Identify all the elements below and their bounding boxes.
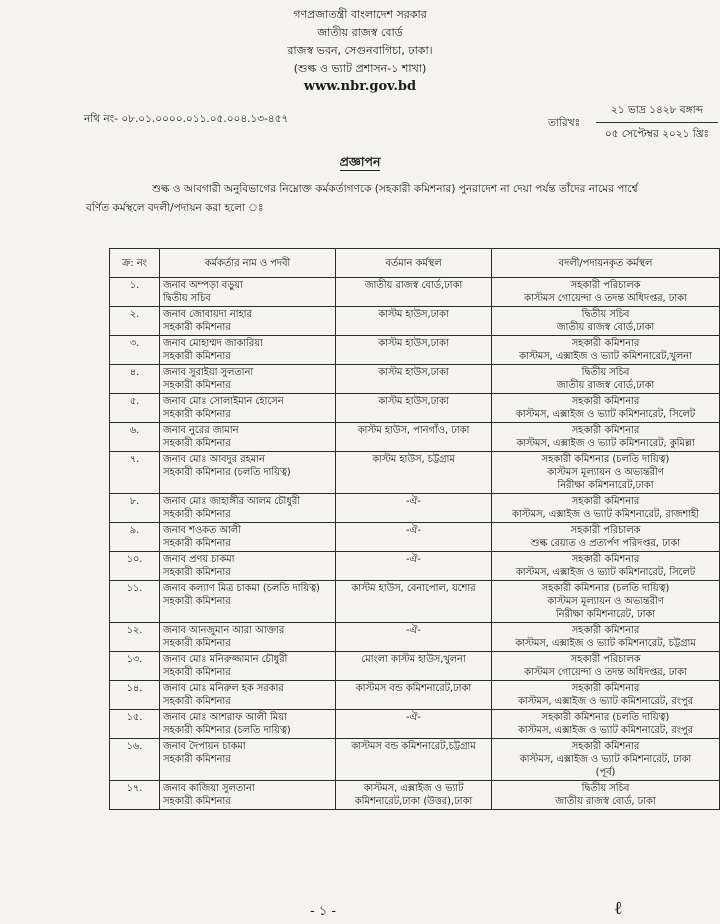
table-row: [110, 623, 720, 652]
table-row: [110, 307, 720, 336]
officer-designation: সহকারী কমিশনার: [163, 380, 231, 391]
current-post-text: কাস্টম হাউস, চট্টগ্রাম: [372, 454, 455, 465]
officer-designation: সহকারী কমিশনার (চলতি দায়িত্ব): [163, 467, 291, 478]
serial-text: ৬.: [129, 425, 140, 436]
row-current-post: [336, 523, 492, 552]
officer-name: জনাব মোঃ মনিরুল হক সরকার: [163, 683, 284, 694]
current-post-text: -ঐ-: [406, 554, 421, 565]
current-post-text: -ঐ-: [406, 496, 421, 507]
board-name: জাতীয় রাজস্ব বোর্ড: [317, 26, 403, 39]
table-row: [110, 781, 720, 810]
row-current-post: [336, 623, 492, 652]
current-post-text: -ঐ-: [406, 525, 421, 536]
row-new-post: [492, 681, 720, 710]
officer-designation: সহকারী কমিশনার: [163, 567, 231, 578]
new-post-line-1: সহকারী কমিশনার (চলতি দায়িত্ব): [541, 583, 670, 594]
file-number: নথি নং- ০৮.০১.০০০০.০১১.০৫.০০৪.১৩-৪৫৭: [84, 113, 289, 125]
row-name-cell: [160, 552, 336, 581]
row-current-post: [336, 581, 492, 623]
date-english: ০৫ সেপ্টেম্বর ২০২১ খ্রিঃ: [604, 128, 710, 140]
current-post-text: মোংলা কাস্টম হাউস,খুলনা: [361, 654, 466, 665]
row-name-cell: [160, 710, 336, 739]
serial-text: ২.: [129, 309, 140, 320]
officer-name: জনাব শওকত আলী: [163, 525, 241, 536]
current-post-text: কাস্টম হাউস, বেনাপোল, যশোর: [351, 583, 476, 594]
row-serial: [110, 307, 160, 336]
serial-text: ৫.: [129, 396, 140, 407]
table-row: [110, 681, 720, 710]
row-current-post: [336, 423, 492, 452]
row-serial: [110, 278, 160, 307]
row-serial: [110, 710, 160, 739]
row-name-cell: [160, 781, 336, 810]
officer-designation: সহকারী কমিশনার: [163, 596, 231, 607]
row-name-cell: [160, 278, 336, 307]
row-current-post: [336, 336, 492, 365]
new-post-line-2: কাস্টমস, এক্সাইজ ও ভ্যাট কমিশনারেট, চট্টগ্রাম: [515, 638, 696, 649]
current-post-text: কাস্টমস, এক্সাইজ ও ভ্যাট কমিশনারেট,ঢাকা (উত্তর),ঢাকা: [354, 783, 473, 807]
row-name-cell: [160, 452, 336, 494]
serial-text: ১২.: [126, 625, 143, 636]
current-post-text: কাস্টম হাউস,ঢাকা: [378, 309, 449, 320]
row-new-post: [492, 710, 720, 739]
new-post-line-1: সহকারী কমিশনার: [571, 338, 640, 349]
current-post-text: কাস্টম হাউস,ঢাকা: [378, 338, 449, 349]
serial-text: ৪.: [129, 367, 140, 378]
table-row: [110, 523, 720, 552]
new-post-line-1: সহকারী কমিশনার: [571, 396, 640, 407]
officer-name: জনাব দৈপায়ন চাকমা: [163, 741, 246, 752]
new-post-line-1: সহকারী পরিচালক: [570, 654, 641, 665]
page-number: - ১ -: [310, 904, 337, 919]
officer-designation: সহকারী কমিশনার: [163, 509, 231, 520]
row-current-post: [336, 552, 492, 581]
table-row: [110, 452, 720, 494]
officer-name: জনাব নুরের জামান: [163, 425, 239, 436]
new-post-line-2: কাস্টমস, এক্সাইজ ও ভ্যাট কমিশনারেট, সিলেট: [515, 567, 696, 578]
row-name-cell: [160, 652, 336, 681]
row-new-post: [492, 523, 720, 552]
row-serial: [110, 494, 160, 523]
letterhead: [0, 6, 720, 96]
new-post-line-1: দ্বিতীয় সচিব: [581, 367, 630, 378]
officer-designation: সহকারী কমিশনার: [163, 696, 231, 707]
officer-name: জনাব মোঃ মনিরুজ্জামান চৌধুরী: [163, 654, 288, 665]
government-name: গণপ্রজাতন্ত্রী বাংলাদেশ সরকার: [293, 8, 427, 21]
new-post-line-2: কাস্টমস, এক্সাইজ ও ভ্যাট কমিশনারেট, সিলেট: [515, 409, 696, 420]
row-name-cell: [160, 739, 336, 781]
table-row: [110, 394, 720, 423]
row-current-post: [336, 394, 492, 423]
serial-text: ১৩.: [126, 654, 143, 665]
table-row: [110, 278, 720, 307]
row-serial: [110, 681, 160, 710]
posting-table: [109, 248, 720, 810]
signature-mark: ℓ: [614, 898, 623, 919]
row-new-post: [492, 739, 720, 781]
serial-text: ১৪.: [126, 683, 143, 694]
current-post-text: কাস্টম হাউস,ঢাকা: [378, 396, 449, 407]
row-current-post: [336, 452, 492, 494]
table-row: [110, 365, 720, 394]
current-post-text: কাস্টম হাউস, পানগাঁও, ঢাকা: [357, 425, 470, 436]
new-post-line-1: সহকারী পরিচালক: [570, 525, 641, 536]
officer-name: জনাব মোঃ আশরাফ আলী মিয়া: [163, 712, 287, 723]
row-name-cell: [160, 623, 336, 652]
table-row: [110, 652, 720, 681]
new-post-line-1: সহকারী কমিশনার: [571, 683, 640, 694]
serial-text: ৯.: [129, 525, 140, 536]
row-serial: [110, 394, 160, 423]
serial-text: ১১.: [126, 583, 143, 594]
row-serial: [110, 452, 160, 494]
new-post-line-2: কাস্টমস গোয়েন্দা ও তদন্ত অধিদপ্তর, ঢাকা: [524, 667, 687, 678]
officer-designation: সহকারী কমিশনার: [163, 322, 231, 333]
officer-designation: সহকারী কমিশনার: [163, 538, 231, 549]
row-serial: [110, 739, 160, 781]
table-row: [110, 739, 720, 781]
row-new-post: [492, 423, 720, 452]
officer-name: জনাব মোঃ জাহাঙ্গীর আলম চৌধুরী: [163, 496, 301, 507]
row-current-post: [336, 739, 492, 781]
new-post-line-2: জাতীয় রাজস্ব বোর্ড,ঢাকা: [556, 322, 655, 333]
row-new-post: [492, 494, 720, 523]
officer-name: জনাব প্রণয় চাকমা: [163, 554, 235, 565]
new-post-line-1: দ্বিতীয় সচিব: [581, 783, 630, 794]
row-name-cell: [160, 394, 336, 423]
row-new-post: [492, 307, 720, 336]
intro-line-1: শুল্ক ও আবগারী অনুবিভাগের নিম্নোক্ত কর্মকর্তাগণকে (সহকারী কমিশনার) পুনরাদেশ না দেয়া পর্যন্ত তাঁদের নামের পার্শ্বে: [152, 183, 638, 195]
row-current-post: [336, 307, 492, 336]
website-link[interactable]: www.nbr.gov.bd: [303, 79, 417, 94]
officer-name: জনাব অম্পড়া বড়ুয়া: [163, 280, 243, 291]
new-post-line-2: জাতীয় রাজস্ব বোর্ড, ঢাকা: [555, 796, 656, 807]
serial-text: ১৫.: [126, 712, 143, 723]
serial-text: ১০.: [126, 554, 143, 565]
table-row: [110, 336, 720, 365]
new-post-line-1: সহকারী কমিশনার (চলতি দায়িত্ব): [541, 454, 670, 465]
notice-title-text: প্রজ্ঞাপন: [339, 154, 381, 169]
serial-text: ৭.: [129, 454, 140, 465]
serial-text: ১৭.: [126, 783, 143, 794]
new-post-line-2: কাস্টমস, এক্সাইজ ও ভ্যাট কমিশনারেট, রংপুর: [517, 725, 694, 736]
table-row: [110, 710, 720, 739]
table-row: [110, 494, 720, 523]
table-row: [110, 552, 720, 581]
officer-designation: সহকারী কমিশনার: [163, 667, 231, 678]
row-serial: [110, 781, 160, 810]
officer-name: জনাব মোঃ আবদুর রহমান: [163, 454, 265, 465]
officer-name: জনাব কাজিয়া সুলতানা: [163, 783, 255, 794]
row-name-cell: [160, 307, 336, 336]
officer-designation: সহকারী কমিশনার: [163, 638, 231, 649]
row-name-cell: [160, 365, 336, 394]
row-serial: [110, 336, 160, 365]
row-current-post: [336, 494, 492, 523]
current-post-text: কাস্টমস বন্ড কমিশনারেট,চট্টগ্রাম: [351, 741, 476, 752]
officer-name: জনাব সুরাইয়া সুলতানা: [163, 367, 254, 378]
header-current-post: বর্তমান কর্মস্থল: [336, 249, 492, 278]
serial-text: ১.: [129, 280, 140, 291]
new-post-line-2: জাতীয় রাজস্ব বোর্ড,ঢাকা: [556, 380, 655, 391]
row-current-post: [336, 365, 492, 394]
date-label: তারিখঃ: [548, 117, 581, 129]
officer-designation: সহকারী কমিশনার: [163, 438, 231, 449]
intro-line-2: বর্ণিত কর্মস্থলে বদলী/পদায়ন করা হলো ঃ: [86, 202, 264, 214]
current-post-text: জাতীয় রাজস্ব বোর্ড,ঢাকা: [364, 280, 463, 291]
row-current-post: [336, 652, 492, 681]
notice-title: [0, 154, 720, 174]
officer-name: জনাব জোবায়দা নাহার: [163, 309, 252, 320]
new-post-line-2: কাস্টমস, এক্সাইজ ও ভ্যাট কমিশনারেট, রংপুর: [517, 696, 694, 707]
new-post-line-3: নিরীক্ষা কমিশনারেট, ঢাকা: [555, 609, 656, 620]
new-post-line-2: কাস্টমস, এক্সাইজ ও ভ্যাট কমিশনারেট, ঢাকা: [519, 754, 692, 765]
row-new-post: [492, 623, 720, 652]
officer-designation: সহকারী কমিশনার: [163, 409, 231, 420]
branch-name: (শুল্ক ও ভ্যাট প্রশাসন-১ শাখা): [293, 62, 427, 75]
row-name-cell: [160, 494, 336, 523]
officer-name: জনাব মোহাম্মদ জাকারিয়া: [163, 338, 263, 349]
row-serial: [110, 523, 160, 552]
row-serial: [110, 623, 160, 652]
row-serial: [110, 652, 160, 681]
header-name: কর্মকর্তার নাম ও পদবী: [160, 249, 336, 278]
new-post-line-1: সহকারী কমিশনার: [571, 425, 640, 436]
row-new-post: [492, 278, 720, 307]
officer-name: জনাব কল্যাণ মিত্র চাকমা (চলতি দায়িত্ব): [163, 583, 320, 594]
serial-text: ৩.: [129, 338, 140, 349]
row-name-cell: [160, 523, 336, 552]
officer-designation: সহকারী কমিশনার (চলতি দায়িত্ব): [163, 725, 291, 736]
row-current-post: [336, 681, 492, 710]
table-row: [110, 423, 720, 452]
current-post-text: -ঐ-: [406, 712, 421, 723]
new-post-line-1: সহকারী কমিশনার: [571, 496, 640, 507]
row-serial: [110, 581, 160, 623]
officer-designation: দ্বিতীয় সচিব: [163, 293, 211, 304]
office-address: রাজস্ব ভবন, সেগুনবাগিচা, ঢাকা।: [287, 44, 433, 57]
new-post-line-1: সহকারী পরিচালক: [570, 280, 641, 291]
date-block: [596, 103, 718, 144]
row-name-cell: [160, 423, 336, 452]
row-new-post: [492, 781, 720, 810]
current-post-text: কাস্টম হাউস,ঢাকা: [378, 367, 449, 378]
new-post-line-1: দ্বিতীয় সচিব: [581, 309, 630, 320]
new-post-line-1: সহকারী কমিশনার: [571, 625, 640, 636]
row-new-post: [492, 581, 720, 623]
new-post-line-1: সহকারী কমিশনার (চলতি দায়িত্ব): [541, 712, 670, 723]
new-post-line-2: কাস্টমস মূল্যায়ন ও অভ্যন্তরীণ: [547, 467, 664, 478]
row-current-post: [336, 710, 492, 739]
date-bangla: ২১ ভাদ্র ১৪২৮ বঙ্গাব্দ: [596, 103, 718, 123]
row-serial: [110, 552, 160, 581]
new-post-line-2: কাস্টমস, এক্সাইজ ও ভ্যাট কমিশনারেট,খুলনা: [519, 351, 692, 362]
row-name-cell: [160, 681, 336, 710]
current-post-text: -ঐ-: [406, 625, 421, 636]
new-post-line-2: কাস্টমস, এক্সাইজ ও ভ্যাট কমিশনারেট, কুমিল্লা: [516, 438, 695, 449]
row-current-post: [336, 278, 492, 307]
new-post-line-1: সহকারী কমিশনার: [571, 554, 640, 565]
officer-designation: সহকারী কমিশনার: [163, 754, 231, 765]
new-post-line-2: কাস্টমস গোয়েন্দা ও তদন্ত অধিদপ্তর, ঢাকা: [524, 293, 687, 304]
new-post-line-3: নিরীক্ষা কমিশনারেট,ঢাকা: [557, 480, 654, 491]
officer-designation: সহকারী কমিশনার: [163, 351, 231, 362]
current-post-text: কাস্টমস বন্ড কমিশনারেট,ঢাকা: [355, 683, 472, 694]
new-post-line-2: কাস্টমস মূল্যায়ন ও অভ্যন্তরীণ: [547, 596, 664, 607]
new-post-line-3: (পূর্ব): [595, 767, 616, 778]
row-name-cell: [160, 581, 336, 623]
new-post-line-1: সহকারী কমিশনার: [571, 741, 640, 752]
officer-name: জনাব আনজুমান আরা আক্তার: [163, 625, 285, 636]
new-post-line-2: শুল্ক রেয়াত ও প্রত্যর্পণ পরিদপ্তর, ঢাকা: [530, 538, 681, 549]
row-new-post: [492, 394, 720, 423]
row-new-post: [492, 336, 720, 365]
new-post-line-2: কাস্টমস, এক্সাইজ ও ভ্যাট কমিশনারেট, রাজশাহী: [511, 509, 699, 520]
row-serial: [110, 423, 160, 452]
header-serial: ক্র: নং: [110, 249, 160, 278]
row-serial: [110, 365, 160, 394]
row-new-post: [492, 652, 720, 681]
serial-text: ১৬.: [126, 741, 143, 752]
officer-name: জনাব মোঃ সোলাইমান হোসেন: [163, 396, 284, 407]
row-new-post: [492, 365, 720, 394]
officer-designation: সহকারী কমিশনার: [163, 796, 231, 807]
row-new-post: [492, 452, 720, 494]
header-new-post: বদলী/পদায়নকৃত কর্মস্থল: [492, 249, 720, 278]
serial-text: ৮.: [129, 496, 140, 507]
row-new-post: [492, 552, 720, 581]
row-name-cell: [160, 336, 336, 365]
table-row: [110, 581, 720, 623]
table-header-row: [110, 249, 720, 278]
intro-paragraph: [86, 180, 716, 218]
row-current-post: [336, 781, 492, 810]
